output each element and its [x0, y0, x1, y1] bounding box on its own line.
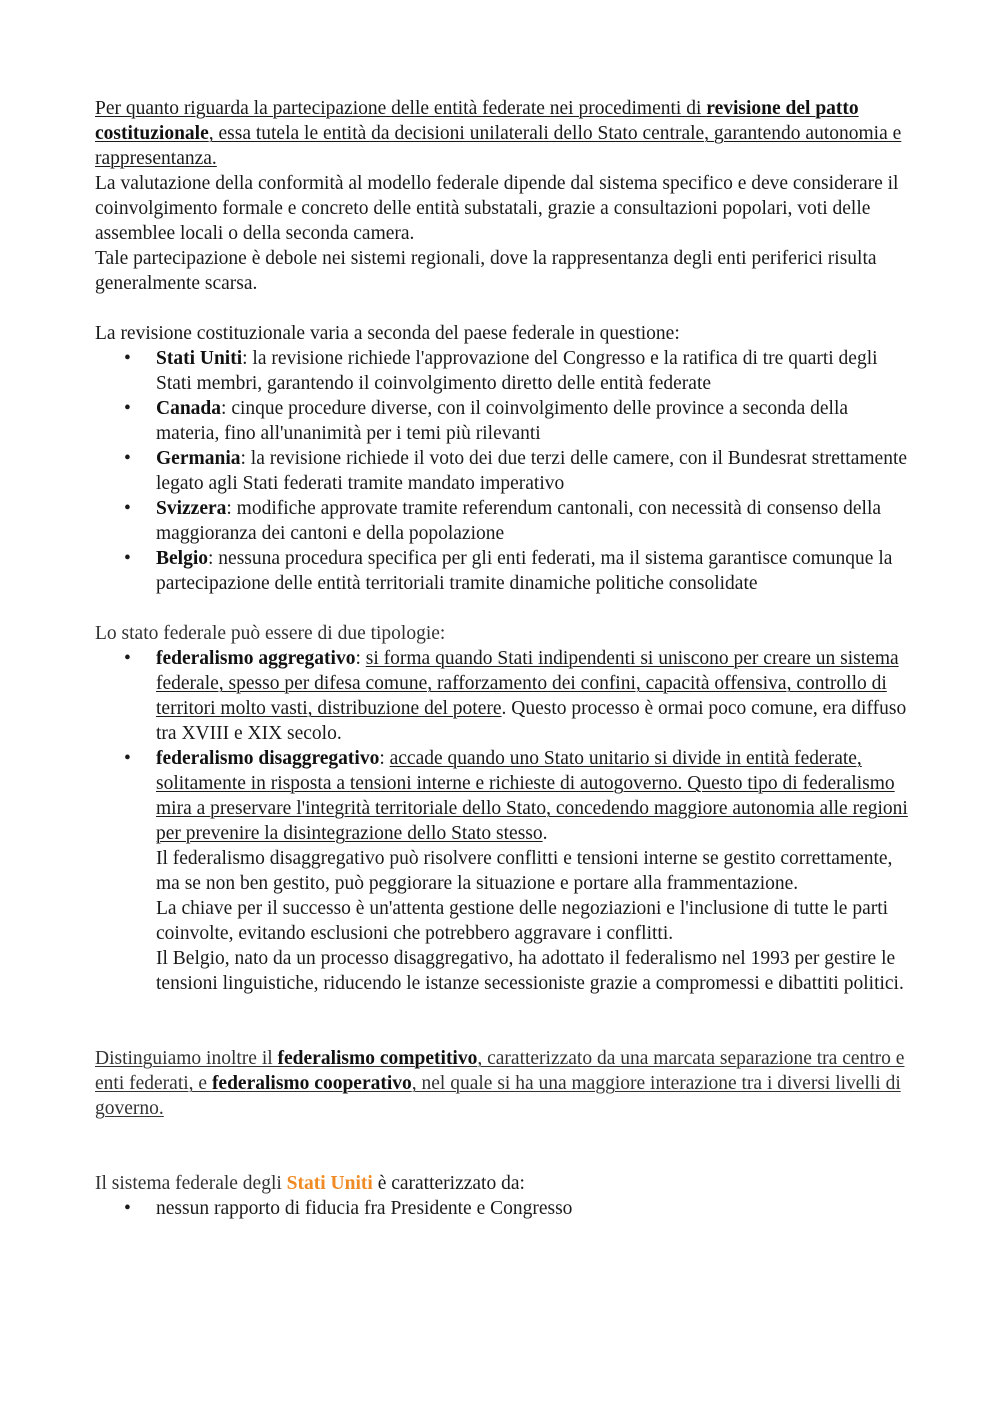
list-item — [95, 396, 910, 446]
spacer — [95, 296, 910, 321]
list-item — [95, 546, 910, 596]
spacer — [95, 1121, 910, 1171]
disaggregativo-rest: . — [542, 823, 548, 844]
list-item-text: : modifiche approvate tramite referendum cantonali, con necessità di consenso della maggioranza dei cantoni e della popolazione — [156, 498, 882, 544]
distinction-text-c: , caratterizzato da una marcata separazione tra centro e enti federati, e — [95, 1048, 905, 1094]
term-competitivo: federalismo competitivo — [277, 1048, 478, 1069]
list-item-disaggregativo — [95, 746, 910, 996]
list-item — [95, 1196, 910, 1221]
term-cooperativo: federalismo cooperativo — [211, 1073, 412, 1094]
list-item-text: : cinque procedure diverse, con il coinvolgimento delle province a seconda della materia, fino all'unanimità per i temi più rilevanti — [156, 398, 849, 444]
disaggregativo-definition: accade quando uno Stato unitario si divide in entità federate, solitamente in risposta a tensioni interne e richieste di autogoverno. Questo tipo di federalismo mira a preservare l'integrità territoriale dello Stato, concedendo maggiore autonomia alle regioni per prevenire la disintegrazione dello Stato stesso — [156, 748, 908, 844]
bullet-icon: • — [124, 348, 131, 369]
spacer — [95, 996, 910, 1046]
types-lead: Lo stato federale può essere di due tipologie: — [95, 623, 446, 644]
list-item-term: Germania — [156, 448, 241, 469]
distinction-paragraph — [95, 1046, 910, 1121]
list-item-text: nessun rapporto di fiducia fra Presidente e Congresso — [156, 1198, 573, 1219]
spacer — [95, 596, 910, 621]
disaggregativo-paragraph-3: La chiave per il successo è un'attenta gestione delle negoziazioni e l'inclusione di tutte le parti coinvolte, evitando esclusioni che potrebbero aggravare i conflitti. — [156, 898, 889, 944]
aggregativo-definition: si forma quando Stati indipendenti si uniscono per creare un sistema federale, spesso per difesa comune, rafforzamento dei confini, capacità offensiva, controllo di territori molto vasti, distribuzione del potere — [156, 648, 899, 719]
list-item-term: Svizzera — [156, 498, 227, 519]
intro-paragraph-1 — [95, 96, 910, 171]
revision-lead: La revisione costituzionale varia a seconda del paese federale in questione: — [95, 323, 680, 344]
term-disaggregativo: federalismo disaggregativo — [156, 748, 380, 769]
intro-underlined-text — [95, 98, 901, 169]
intro-text-a: Per quanto riguarda la partecipazione delle entità federate nei procedimenti di — [95, 98, 707, 119]
distinction-text-e: , nel quale si ha una maggiore interazione tra i diversi livelli di governo. — [95, 1073, 901, 1119]
bullet-icon: • — [124, 498, 131, 519]
separator: : — [355, 648, 366, 669]
usa-lead — [95, 1171, 910, 1196]
list-item — [95, 346, 910, 396]
intro-bold-term: revisione del patto costituzionale — [95, 98, 859, 144]
list-item-text: : la revisione richiede il voto dei due terzi delle camere, con il Bundesrat strettamente legato agli Stati federati tramite mandato imperativo — [156, 448, 908, 494]
aggregativo-rest: . Questo processo è ormai poco comune, era diffuso tra XVIII e XIX secolo. — [156, 698, 907, 744]
bullet-icon: • — [124, 548, 131, 569]
revision-list — [95, 346, 910, 596]
usa-highlight: Stati Uniti — [286, 1173, 373, 1194]
list-item-term: Stati Uniti — [156, 348, 243, 369]
list-item-term: Canada — [156, 398, 222, 419]
disaggregativo-paragraph-4: Il Belgio, nato da un processo disaggregativo, ha adottato il federalismo nel 1993 per gestire le tensioni linguistiche, riducendo le istanze secessioniste grazie a compromessi e dibattiti politici. — [156, 948, 904, 994]
bullet-icon: • — [124, 748, 131, 769]
document-page — [95, 96, 910, 1221]
intro-paragraph-2: La valutazione della conformità al modello federale dipende dal sistema specifico e deve considerare il coinvolgimento formale e concreto delle entità substatali, grazie a consultazioni popolari, voti delle assemblee locali o della seconda camera. — [95, 173, 899, 244]
intro-text-c: , essa tutela le entità da decisioni unilaterali dello Stato centrale, garantendo autonomia e rappresentanza. — [95, 123, 902, 169]
list-item-aggregativo — [95, 646, 910, 746]
bullet-icon: • — [124, 648, 131, 669]
usa-lead-a: Il sistema federale degli — [95, 1173, 287, 1194]
bullet-icon: • — [124, 1198, 131, 1219]
bullet-icon: • — [124, 448, 131, 469]
disaggregativo-paragraph-2: Il federalismo disaggregativo può risolvere conflitti e tensioni interne se gestito correttamente, ma se non ben gestito, può peggiorare la situazione e portare alla frammentazione. — [156, 848, 893, 894]
list-item — [95, 446, 910, 496]
list-item-term: Belgio — [156, 548, 208, 569]
distinction-underlined-text — [95, 1048, 904, 1119]
list-item-text: : la revisione richiede l'approvazione del Congresso e la ratifica di tre quarti degli Stati membri, garantendo il coinvolgimento diretto delle entità federate — [156, 348, 878, 394]
distinction-text-a: Distinguiamo inoltre il — [95, 1048, 278, 1069]
intro-paragraph-3: Tale partecipazione è debole nei sistemi regionali, dove la rappresentanza degli enti periferici risulta generalmente scarsa. — [95, 248, 877, 294]
list-item — [95, 496, 910, 546]
usa-list — [95, 1196, 910, 1221]
list-item-text: : nessuna procedura specifica per gli enti federati, ma il sistema garantisce comunque la partecipazione delle entità territoriali tramite dinamiche politiche consolidate — [156, 548, 893, 594]
usa-lead-c: è caratterizzato da: — [372, 1173, 525, 1194]
term-aggregativo: federalismo aggregativo — [156, 648, 356, 669]
bullet-icon: • — [124, 398, 131, 419]
separator: : — [379, 748, 390, 769]
types-list — [95, 646, 910, 996]
